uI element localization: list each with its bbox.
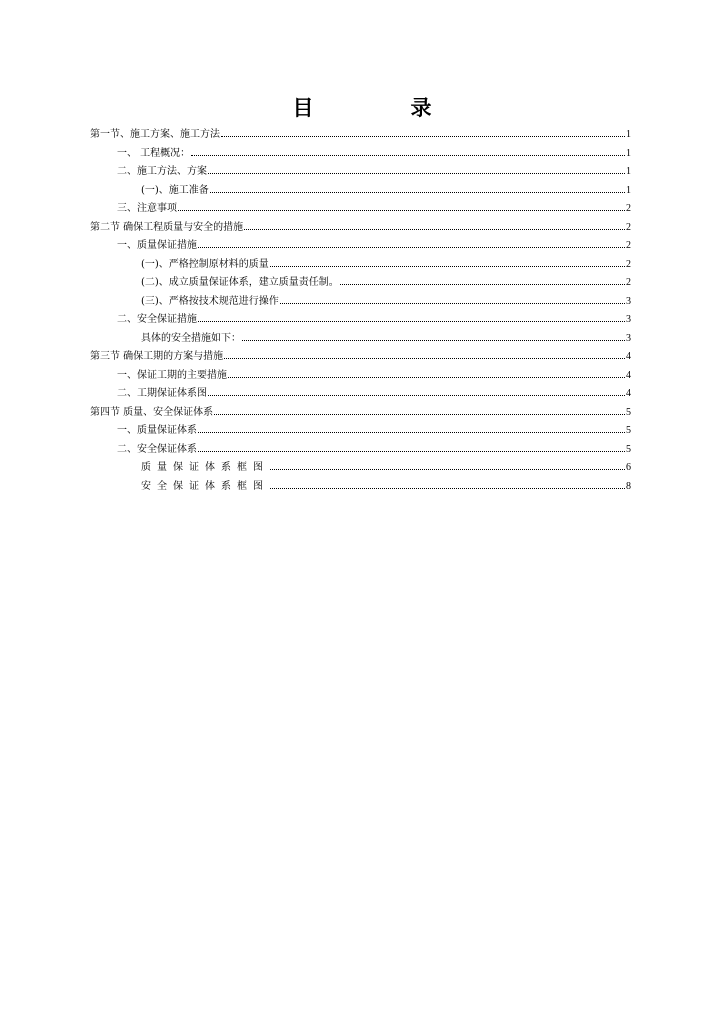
toc-page-number: 1 bbox=[626, 184, 631, 196]
toc-entry-text: (三)、严格按技术规范进行操作 bbox=[141, 295, 279, 307]
toc-page-number: 3 bbox=[626, 332, 631, 344]
toc-page-number: 2 bbox=[626, 203, 631, 214]
toc-page-number: 5 bbox=[626, 425, 631, 436]
toc-entry[interactable] bbox=[90, 145, 631, 164]
toc-entry[interactable] bbox=[90, 237, 631, 256]
dot-leader bbox=[244, 228, 625, 230]
toc-page-number: 1 bbox=[626, 166, 631, 177]
toc-page-number: 4 bbox=[626, 351, 631, 362]
toc-page-number: 3 bbox=[626, 295, 631, 307]
toc-entry[interactable] bbox=[90, 163, 631, 182]
toc-entry-text: (一)、严格控制原材料的质量 bbox=[141, 258, 269, 270]
toc-entry-text: (一)、施工准备 bbox=[141, 184, 209, 196]
toc-entry-text: 二、工期保证体系图 bbox=[117, 388, 207, 399]
dot-leader bbox=[178, 209, 625, 211]
toc-entry[interactable] bbox=[90, 441, 631, 460]
dot-leader bbox=[224, 357, 625, 359]
toc-entry-text: 一、质量保证体系 bbox=[117, 425, 197, 436]
toc-entry-text: 二、安全保证体系 bbox=[117, 443, 197, 455]
dot-leader bbox=[191, 154, 625, 156]
toc-entry-text: 一、保证工期的主要措施 bbox=[117, 369, 227, 381]
toc-entry[interactable] bbox=[90, 293, 631, 312]
toc-entry[interactable] bbox=[90, 459, 631, 478]
toc-entry-text: 具体的安全措施如下： bbox=[141, 332, 241, 344]
toc-entry[interactable] bbox=[90, 330, 631, 349]
dot-leader bbox=[198, 246, 625, 248]
dot-leader bbox=[198, 431, 625, 433]
toc-entry[interactable] bbox=[90, 219, 631, 238]
toc-entry[interactable] bbox=[90, 478, 631, 497]
toc-entry-text: 一、 工程概况： bbox=[117, 147, 191, 159]
toc-entry-text: 第三节 确保工期的方案与措施 bbox=[90, 351, 224, 362]
toc-page-number: 4 bbox=[626, 388, 631, 399]
toc-page-number: 1 bbox=[626, 129, 631, 140]
dot-leader bbox=[270, 265, 625, 267]
dot-leader bbox=[198, 320, 625, 322]
dot-leader bbox=[208, 172, 625, 174]
toc-entry[interactable] bbox=[90, 256, 631, 275]
toc-entry[interactable] bbox=[90, 385, 631, 404]
toc-page-number: 4 bbox=[626, 369, 631, 381]
toc-page-number: 3 bbox=[626, 314, 631, 325]
toc-page-number: 2 bbox=[626, 221, 631, 233]
dot-leader bbox=[208, 394, 625, 396]
toc-entry[interactable] bbox=[90, 274, 631, 293]
toc-entry-text: 第四节 质量、安全保证体系 bbox=[90, 406, 214, 418]
toc-entry[interactable] bbox=[90, 348, 631, 367]
toc-entry-text: 一、质量保证措施 bbox=[117, 240, 197, 251]
toc-page-number: 2 bbox=[626, 277, 631, 288]
toc-entry-text: 第二节 确保工程质量与安全的措施 bbox=[90, 221, 244, 233]
toc-page-number: 2 bbox=[626, 240, 631, 251]
toc-entry-text: 安全保证体系框图 bbox=[141, 480, 269, 492]
toc-page-number: 5 bbox=[626, 406, 631, 418]
toc-entry[interactable] bbox=[90, 367, 631, 386]
toc-page-number: 5 bbox=[626, 443, 631, 455]
dot-leader bbox=[221, 135, 625, 137]
toc-entry[interactable] bbox=[90, 200, 631, 219]
toc-entry[interactable] bbox=[90, 422, 631, 441]
toc-page-number: 6 bbox=[626, 462, 631, 473]
page-title: 目 录 bbox=[292, 96, 470, 120]
toc-page-number: 1 bbox=[626, 147, 631, 159]
toc-page-number: 2 bbox=[626, 258, 631, 270]
toc-entry[interactable] bbox=[90, 311, 631, 330]
dot-leader bbox=[280, 302, 625, 304]
toc-entry[interactable] bbox=[90, 404, 631, 423]
dot-leader bbox=[214, 413, 625, 415]
toc-entry-text: 第一节、施工方案、施工方法 bbox=[90, 129, 220, 140]
dot-leader bbox=[242, 339, 625, 341]
toc-entry-text: (二)、成立质量保证体系，建立质量责任制。 bbox=[141, 277, 339, 288]
dot-leader bbox=[270, 468, 625, 470]
toc-entry-text: 二、施工方法、方案 bbox=[117, 166, 207, 177]
toc-entry-text: 三、注意事项 bbox=[117, 203, 177, 214]
toc-entry[interactable] bbox=[90, 182, 631, 201]
toc-page-number: 8 bbox=[626, 480, 631, 492]
toc-entry-text: 二、安全保证措施 bbox=[117, 314, 197, 325]
dot-leader bbox=[198, 450, 625, 452]
dot-leader bbox=[340, 283, 625, 285]
toc-entry-text: 质量保证体系框图 bbox=[141, 462, 269, 473]
dot-leader bbox=[228, 376, 625, 378]
dot-leader bbox=[270, 487, 625, 489]
table-of-contents bbox=[90, 126, 631, 496]
toc-entry[interactable] bbox=[90, 126, 631, 145]
dot-leader bbox=[210, 191, 625, 193]
